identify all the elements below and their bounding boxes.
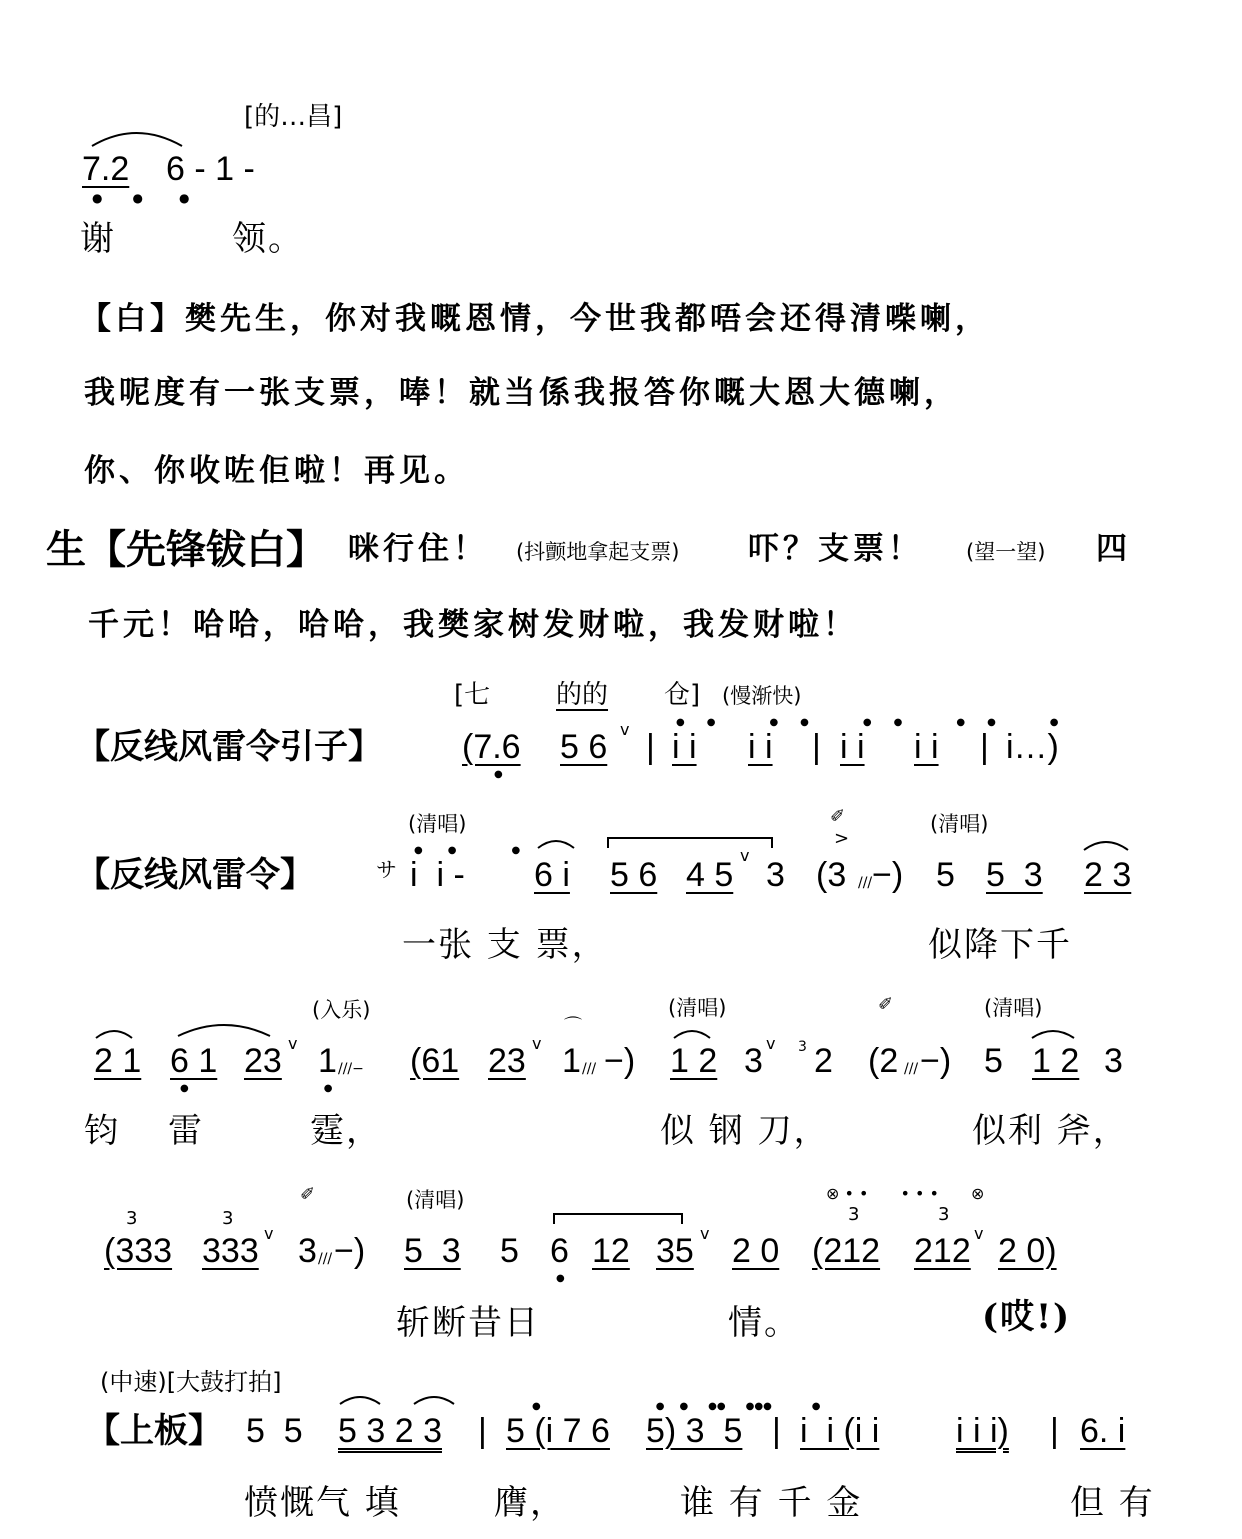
qingchang-label: (清唱) <box>930 812 989 836</box>
intro-notes-high-4: i i <box>914 728 939 766</box>
notes-5-3-5: 5) 3 5 <box>646 1412 743 1450</box>
rest-close: −) <box>872 856 904 894</box>
note-3: 3 <box>1104 1042 1123 1080</box>
percussion-cue-de-chang: [的…昌] <box>244 102 343 132</box>
slur-arc <box>536 834 576 850</box>
sheng-phrase-2: 吓？支票！ <box>748 531 923 567</box>
breath-mark: v <box>700 1224 710 1243</box>
breath-mark: v <box>740 846 750 865</box>
low-octave-dots: ● <box>494 769 503 780</box>
breath-mark: v <box>264 1224 274 1243</box>
barline: | <box>812 728 821 766</box>
triplet-mark: 3 <box>848 1204 860 1225</box>
rest-close: −) <box>920 1042 952 1080</box>
lyric-si-gang-dao: 似 钢 刀， <box>660 1111 830 1151</box>
qingchang-label: (清唱) <box>406 1188 465 1212</box>
note-5: 5 <box>984 1042 1003 1080</box>
lyric-shui-you-qian-jin: 谁 有 千 金 <box>680 1483 863 1523</box>
note-5: 5 <box>936 856 955 894</box>
note-1-tremolo: 1 <box>562 1042 581 1080</box>
notes-2-3: 23 <box>244 1042 282 1080</box>
slur-arc <box>88 126 188 150</box>
breath-mark: v <box>532 1034 542 1053</box>
tune-title-fengleiling: 【反线风雷令】 <box>76 855 314 895</box>
note-3-tremolo: 3 <box>298 1232 317 1270</box>
notes-6-1: 6. i <box>1080 1412 1126 1450</box>
lyric-dan-you: 但 有 <box>1070 1483 1155 1523</box>
tremolo-mark: /// <box>904 1061 919 1077</box>
tune-title-yinzi: 【反线风雷令引子】 <box>76 727 382 767</box>
slur-arc <box>606 832 776 850</box>
notes-1-1-dash: i i - <box>410 856 465 894</box>
ruyue-label: (入乐) <box>312 998 371 1022</box>
tune-title-shangban: 【上板】 <box>86 1411 222 1451</box>
grace-note: 3 <box>798 1039 807 1055</box>
lyric-fenkai-qi-tian: 愤慨气 填 <box>244 1483 401 1523</box>
sheng-phrase-1: 咪行住！ <box>348 531 488 567</box>
notes-2-3: 2 3 <box>1084 856 1132 894</box>
lyric-ting: 霆， <box>310 1111 382 1151</box>
breath-mark: v <box>974 1224 984 1243</box>
notes-1-2: 1 2 <box>670 1042 718 1080</box>
lyric-qing: 情。 <box>728 1303 800 1343</box>
low-octave-dots: ● ● <box>180 1083 333 1094</box>
note-1-tremolo: 1 <box>318 1042 337 1080</box>
tempo-zhongsu-dagu: (中速)[大鼓打拍] <box>100 1368 282 1396</box>
low-octave-dots: ● <box>556 1273 565 1284</box>
barline: | <box>646 728 655 766</box>
notes-1-2: 12 <box>592 1232 630 1270</box>
breath-mark: v <box>620 720 630 739</box>
notes-333: 333 <box>202 1232 259 1270</box>
note-group-6-1: 6 - 1 - <box>166 150 255 188</box>
sheng-line-2: 千元！哈哈，哈哈，我樊家树发财啦，我发财啦！ <box>88 607 858 643</box>
notes-6-1: 6 i <box>534 856 570 894</box>
intro-notes-high-1: i i <box>672 728 697 766</box>
rest-close: −) <box>604 1042 636 1080</box>
triplet-mark: 3 <box>222 1208 234 1229</box>
tremolo-mark: ///− <box>338 1061 364 1077</box>
triplet-mark: 3 <box>126 1208 138 1229</box>
lyric-xie: 谢 <box>80 219 116 259</box>
notes-2-1: 2 1 <box>94 1042 142 1080</box>
notes-high-111: i i i) <box>956 1412 1009 1450</box>
sheng-phrase-3: 四 <box>1096 531 1131 567</box>
note-3: 3 <box>766 856 785 894</box>
stage-direction-2: (望一望) <box>966 540 1046 564</box>
intro-notes-7-6: (7.6 <box>462 728 521 766</box>
notes-6-1: 6 1 <box>170 1042 218 1080</box>
percussion-dede: 的的 <box>556 680 609 710</box>
notes-212: 212 <box>914 1232 971 1270</box>
lyric-yizhang-zhipiao: 一张 支 票， <box>402 925 608 965</box>
notes-5323: 5 3 2 3 <box>338 1412 442 1450</box>
free-rhythm-mark: サ <box>376 858 397 882</box>
triplet-mark: 3 <box>938 1204 950 1225</box>
role-sheng: 生 <box>46 527 86 573</box>
intro-notes-high-2: i i <box>748 728 773 766</box>
notes-5-3: 5 3 <box>404 1232 461 1270</box>
notes-4-5: 4 5 <box>686 856 734 894</box>
qingchang-label: (清唱) <box>668 996 727 1020</box>
qingchang-label: (清唱) <box>408 812 467 836</box>
accent-icon: > <box>834 828 850 849</box>
lyric-si-li-fu: 似利 斧， <box>972 1111 1129 1151</box>
lyric-zhanduan-xiri: 斩断昔日 <box>396 1303 540 1343</box>
slur-arc <box>1030 1024 1076 1040</box>
barline: | <box>980 728 989 766</box>
slur-arc <box>412 1390 456 1406</box>
slur-arc <box>552 1208 686 1226</box>
notes-2-0: 2 0 <box>732 1232 780 1270</box>
lyric-lei: 雷 <box>168 1111 204 1151</box>
rest-close: −) <box>334 1232 366 1270</box>
percussion-cang: 仓] <box>664 680 701 710</box>
notes-3-5: 35 <box>656 1232 694 1270</box>
lyric-jun: 钧 <box>84 1111 120 1151</box>
gong-icon: ✐ <box>830 806 846 827</box>
notes-1-2: 1 2 <box>1032 1042 1080 1080</box>
note-group-7-2: 7.2 <box>82 150 130 188</box>
tremolo-mark: /// <box>318 1251 333 1267</box>
barline: | <box>478 1412 487 1450</box>
tempo-man-jian-kuai: (慢渐快) <box>722 684 802 708</box>
gong-icon: ✐ <box>878 994 894 1015</box>
notes-5-5: 5 5 <box>246 1412 303 1450</box>
percussion-qi: [七 <box>454 680 491 710</box>
slur-arc <box>338 1390 382 1406</box>
notes-212: (212 <box>812 1232 881 1270</box>
notes-high-1: i i (i i <box>800 1412 880 1450</box>
intro-notes-5-6: 5 6 <box>560 728 608 766</box>
high-octave-dots: ●● ●● ●● ●● ● <box>676 717 1081 728</box>
spoken-line-3: 你、你收咗佢啦！再见。 <box>84 453 469 489</box>
high-octave-dots: ● ● ● <box>414 845 521 856</box>
slur-arc <box>94 1024 134 1040</box>
note-2: 2 <box>814 1042 833 1080</box>
slur-arc <box>1082 834 1130 852</box>
lyric-ai: (哎!) <box>982 1297 1072 1337</box>
lyric-ying: 膺， <box>494 1483 566 1523</box>
breath-mark: v <box>288 1034 298 1053</box>
breath-mark: v <box>766 1034 776 1053</box>
high-octave-dots: ● ● ● ●● ●●● ● <box>532 1401 821 1412</box>
fermata-icon: ⌒ <box>564 1016 582 1037</box>
notes-5-3: 5 3 <box>986 856 1043 894</box>
lyric-si-jiang-xia-qian: 似降下千 <box>928 925 1072 965</box>
notes-5-176: 5 (i 7 6 <box>506 1412 610 1450</box>
note-5: 5 <box>500 1232 519 1270</box>
note-6-low: 6 <box>550 1232 569 1270</box>
notes-2-3: 23 <box>488 1042 526 1080</box>
note-2-tremolo: (2 <box>868 1042 899 1080</box>
slur-arc <box>672 1024 712 1040</box>
note-3-tremolo: (3 <box>816 856 847 894</box>
intro-notes-high-3: i i <box>840 728 865 766</box>
cymbal-mark-icon: ⊗ • • • • • ⊗ <box>826 1184 985 1203</box>
slur-arc <box>176 1018 272 1038</box>
intro-notes-high-end: i…) <box>1006 728 1059 766</box>
notes-2-0-close: 2 0) <box>998 1232 1057 1270</box>
section-xianfengbo-bai: 【先锋钹白】 <box>86 527 326 573</box>
spoken-line-2: 我呢度有一张支票，唪！就当係我报答你嘅大恩大德喇， <box>84 375 959 411</box>
lyric-ling: 领。 <box>232 219 304 259</box>
tremolo-mark: /// <box>858 875 873 891</box>
note-3: 3 <box>744 1042 763 1080</box>
low-octave-dots: ● ● ● <box>92 191 190 205</box>
stage-direction-1: (抖颤地拿起支票) <box>516 540 680 564</box>
notes-5-6: 5 6 <box>610 856 658 894</box>
tremolo-mark: /// <box>582 1061 597 1077</box>
barline: | <box>1050 1412 1059 1450</box>
spoken-line-1: 【白】樊先生，你对我嘅恩情，今世我都唔会还得清喍喇， <box>80 301 990 337</box>
barline: | <box>772 1412 781 1450</box>
gong-icon: ✐ <box>300 1184 316 1205</box>
notes-6-1-paren: (61 <box>410 1042 460 1080</box>
qingchang-label: (清唱) <box>984 996 1043 1020</box>
notes-333: (333 <box>104 1232 173 1270</box>
